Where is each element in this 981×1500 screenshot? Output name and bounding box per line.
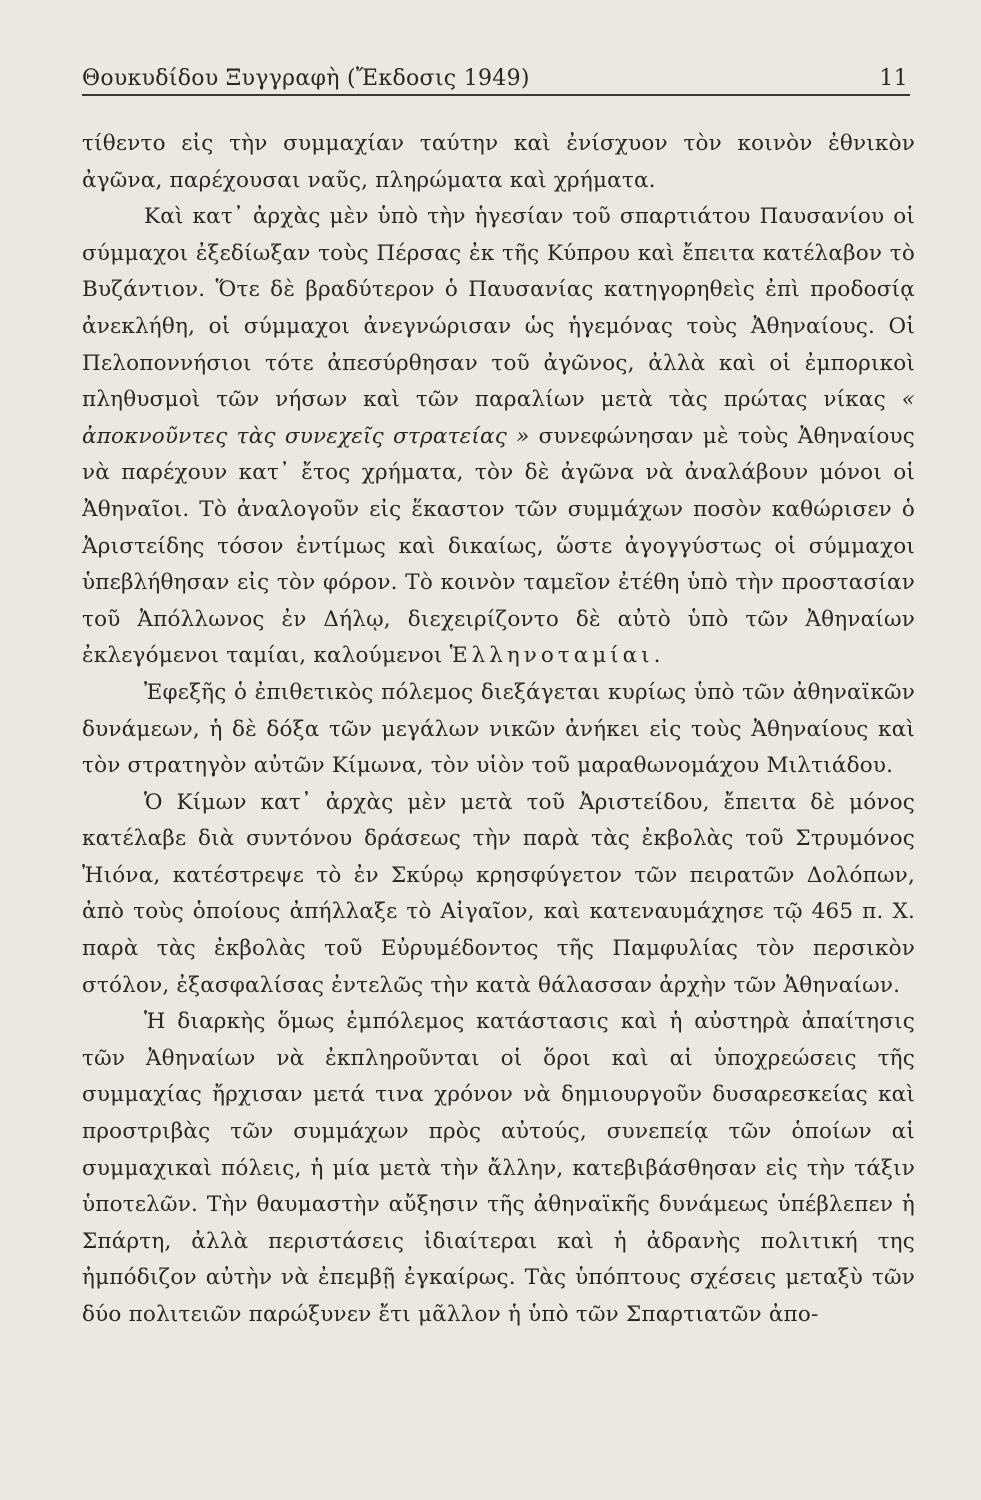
paragraph-3: Ἐφεξῆς ὁ ἐπιθετικὸς πόλεμος διεξάγεται κυρίως ὑπὸ τῶν ἀθηναϊκῶν δυνάμεων, ἡ δὲ δόξα τῶν μεγάλων νικῶν ἀνήκει εἰς τοὺς Ἀθηναίους καὶ τὸν στρατηγὸν αὐτῶν Κίμωνα, τὸν υἱὸν τοῦ μαραθωνομάχου Μιλτιάδου. — [82, 679, 915, 779]
paragraph-2 — [82, 199, 915, 675]
running-header-title: Θουκυδίδου Ξυγγραφὴ (Ἔκδοσις 1949) — [82, 66, 530, 91]
paragraph-5: Ἡ διαρκὴς ὅμως ἐμπόλεμος κατάστασις καὶ ἡ αὐστηρὰ ἀπαίτησις τῶν Ἀθηναίων νὰ ἐκπληροῦνται οἱ ὅροι καὶ αἱ ὑποχρεώσεις τῆς συμμαχίας ἤρχισαν μετά τινα χρόνον νὰ δημιουργοῦν δυσαρεσκείας καὶ προστριβὰς τῶν συμμάχων πρὸς αὐτούς, συνεπείᾳ τῶν ὁποίων αἱ συμμαχικαὶ πόλεις, ἡ μία μετὰ τὴν ἄλλην, κατεβιβάσθησαν εἰς τὴν τάξιν ὑποτελῶν. Τὴν θαυμαστὴν αὔξησιν τῆς ἀθηναϊκῆς δυνάμεως ὑπέβλεπεν ἡ Σπάρτη, ἀλλὰ περιστάσεις ἰδιαίτεραι καὶ ἡ ἀδρανὴς πολιτική της ἠμπόδιζον αὐτὴν νὰ ἐπεμβῇ ἐγκαίρως. Τὰς ὑπόπτους σχέσεις μεταξὺ τῶν δύο πολιτειῶν παρώξυνεν ἔτι μᾶλλον ἡ ὑπὸ τῶν Σπαρτιατῶν ἀπο- — [82, 1009, 915, 1327]
page-number: 11 — [879, 66, 908, 91]
paragraph-2-spaced-term: Ἑλληνοταμίαι. — [449, 643, 665, 669]
paragraph-2-text-before-quote: Καὶ κατ᾽ ἀρχὰς μὲν ὑπὸ τὴν ἡγεσίαν τοῦ σπαρτιάτου Παυσανίου οἱ σύμμαχοι ἐξεδίωξαν τοὺς Πέρσας ἐκ τῆς Κύπρου καὶ ἔπειτα κατέλαβον τὸ Βυζάντιον. Ὅτε δὲ βραδύτερον ὁ Παυσανίας κατηγορηθεὶς ἐπὶ προδοσίᾳ ἀνεκλήθη, οἱ σύμμαχοι ἀνεγνώρισαν ὡς ἡγεμόνας τοὺς Ἀθηναίους. Οἱ Πελοποννήσιοι τότε ἀπεσύρθησαν τοῦ ἀγῶνος, ἀλλὰ καὶ οἱ ἐμπορικοὶ πληθυσμοὶ τῶν νήσων καὶ τῶν παραλίων μετὰ τὰς πρώτας νίκας — [82, 204, 915, 413]
paragraph-2-text-after-quote: συνεφώνησαν μὲ τοὺς Ἀθηναίους νὰ παρέχουν κατ᾽ ἔτος χρήματα, τὸν δὲ ἀγῶνα νὰ ἀναλάβουν μόνοι οἱ Ἀθηναῖοι. Τὸ ἀναλογοῦν εἰς ἕκαστον τῶν συμμάχων ποσὸν καθώρισεν ὁ Ἀριστείδης τόσον ἐντίμως καὶ δικαίως, ὥστε ἀγογγύστως οἱ σύμμαχοι ὑπεβλήθησαν εἰς τὸν φόρον. Τὸ κοινὸν ταμεῖον ἐτέθη ὑπὸ τὴν προστασίαν τοῦ Ἀπόλλωνος ἐν Δήλῳ, διεχειρίζοντο δὲ αὐτὸ ὑπὸ τῶν Ἀθηναίων ἐκλεγόμενοι ταμίαι, καλούμενοι — [82, 423, 915, 669]
paragraph-2-quote: « ἀποκνοῦντες τὰς συνεχεῖς στρατείας » — [82, 387, 915, 449]
running-header — [82, 66, 910, 96]
body-text — [82, 126, 915, 1334]
paragraph-1: τίθεντο εἰς τὴν συμμαχίαν ταύτην καὶ ἐνίσχυον τὸν κοινὸν ἐθνικὸν ἀγῶνα, παρέχουσαι ναῦς, πληρώματα καὶ χρήματα. — [82, 131, 915, 193]
paragraph-4: Ὁ Κίμων κατ᾽ ἀρχὰς μὲν μετὰ τοῦ Ἀριστείδου, ἔπειτα δὲ μόνος κατέλαβε διὰ συντόνου δράσεως τὴν παρὰ τὰς ἐκβολὰς τοῦ Στρυμόνος Ἠιόνα, κατέστρεψε τὸ ἐν Σκύρῳ κρησφύγετον τῶν πειρατῶν Δολόπων, ἀπὸ τοὺς ὁποίους ἀπήλλαξε τὸ Αἰγαῖον, καὶ κατεναυμάχησε τῷ 465 π. Χ. παρὰ τὰς ἐκβολὰς τοῦ Εὐρυμέδοντος τῆς Παμφυλίας τὸν περσικὸν στόλον, ἐξασφαλίσας ἐντελῶς τὴν κατὰ θάλασσαν ἀρχὴν τῶν Ἀθηναίων. — [82, 789, 915, 998]
